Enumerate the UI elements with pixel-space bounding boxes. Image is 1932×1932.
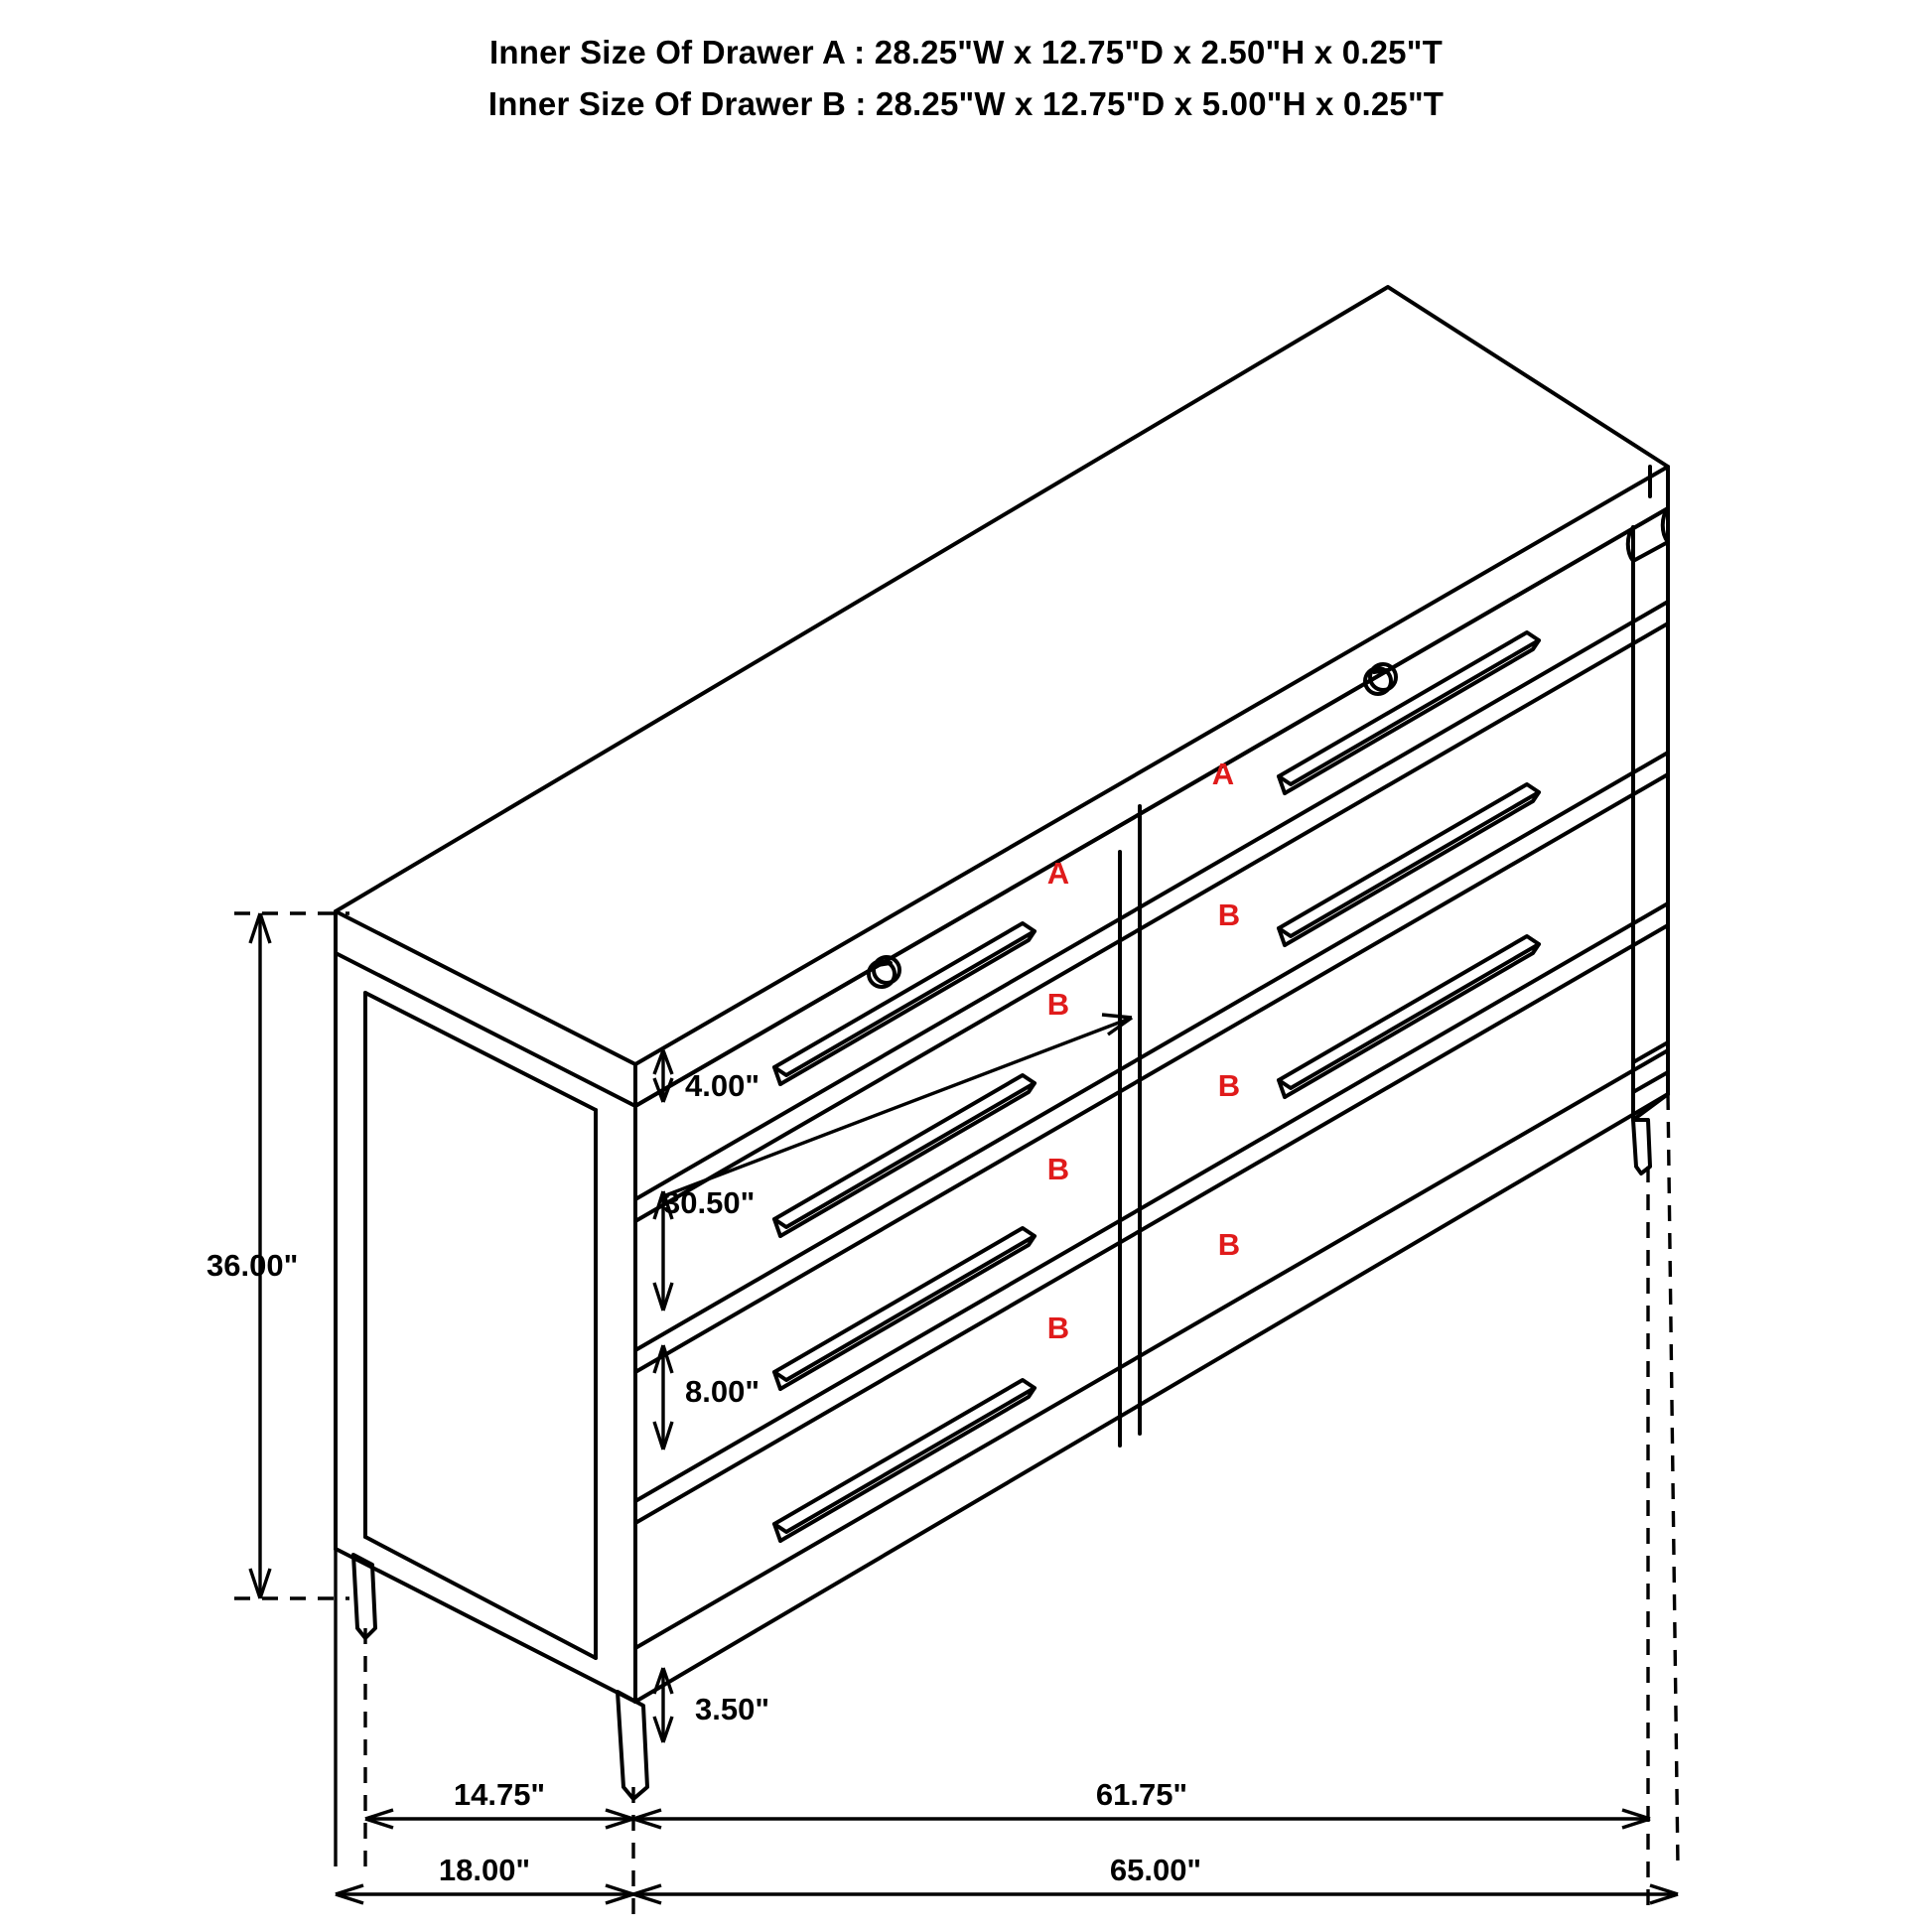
drawer-pull-right-2 bbox=[1279, 784, 1539, 945]
dim-label-left-depth-outer: 18.00" bbox=[438, 1853, 531, 1887]
drawer-label-left-middle: B bbox=[1046, 987, 1070, 1022]
bottom-rail bbox=[635, 1050, 1668, 1648]
dim-leg-height bbox=[654, 1668, 672, 1742]
drawer-a-size-note: Inner Size Of Drawer A : 28.25"W x 12.75"D x 2.50"H x 0.25"T bbox=[489, 34, 1443, 70]
drawer-label-right-top: A bbox=[1211, 757, 1235, 791]
drawer-label-right-bottom: B bbox=[1217, 1227, 1241, 1262]
knob-right-top-drawer bbox=[1365, 664, 1396, 694]
dim-label-top-to-first-drawer: 4.00" bbox=[685, 1068, 760, 1103]
dim-left-depth-outer bbox=[336, 1885, 633, 1903]
dim-label-drawer-stack-height: 30.50" bbox=[663, 1185, 756, 1220]
knob-left-top-drawer bbox=[869, 957, 899, 987]
drawer-label-left-top: A bbox=[1046, 856, 1070, 891]
dim-label-width-inner: 61.75" bbox=[1095, 1777, 1188, 1812]
right-rear-leg bbox=[1633, 1120, 1650, 1173]
left-front-leg bbox=[353, 1555, 375, 1638]
dim-width-outer bbox=[633, 1885, 1678, 1903]
drawer-label-right-lower: B bbox=[1217, 1068, 1241, 1103]
dim-label-width-outer: 65.00" bbox=[1109, 1853, 1202, 1887]
drawer-b-size-note: Inner Size Of Drawer B : 28.25"W x 12.75"D x 5.00"H x 0.25"T bbox=[487, 85, 1445, 122]
dim-label-total-height: 36.00" bbox=[207, 1248, 299, 1283]
drawer-label-left-lower: B bbox=[1046, 1152, 1070, 1186]
dim-left-depth-inner bbox=[365, 1810, 633, 1828]
dim-bottom-drawer-height bbox=[654, 1345, 672, 1449]
dim-label-leg-height: 3.50" bbox=[695, 1692, 770, 1726]
left-center-leg bbox=[618, 1692, 647, 1799]
dim-label-bottom-drawer-height: 8.00" bbox=[685, 1374, 760, 1409]
drawer-label-right-middle: B bbox=[1217, 897, 1241, 932]
dim-label-left-depth-inner: 14.75" bbox=[453, 1777, 546, 1812]
drawer-label-left-bottom: B bbox=[1046, 1311, 1070, 1345]
drawer-pull-right-3 bbox=[1279, 936, 1539, 1097]
drawer-front-face bbox=[635, 508, 1668, 1702]
drawer-pull-left-4 bbox=[774, 1380, 1035, 1541]
dresser-left-end-panel bbox=[336, 953, 635, 1702]
drawer-pull-left-3 bbox=[774, 1228, 1035, 1389]
drawer-pull-left-2 bbox=[774, 1075, 1035, 1236]
dim-width-inner bbox=[633, 1810, 1650, 1828]
